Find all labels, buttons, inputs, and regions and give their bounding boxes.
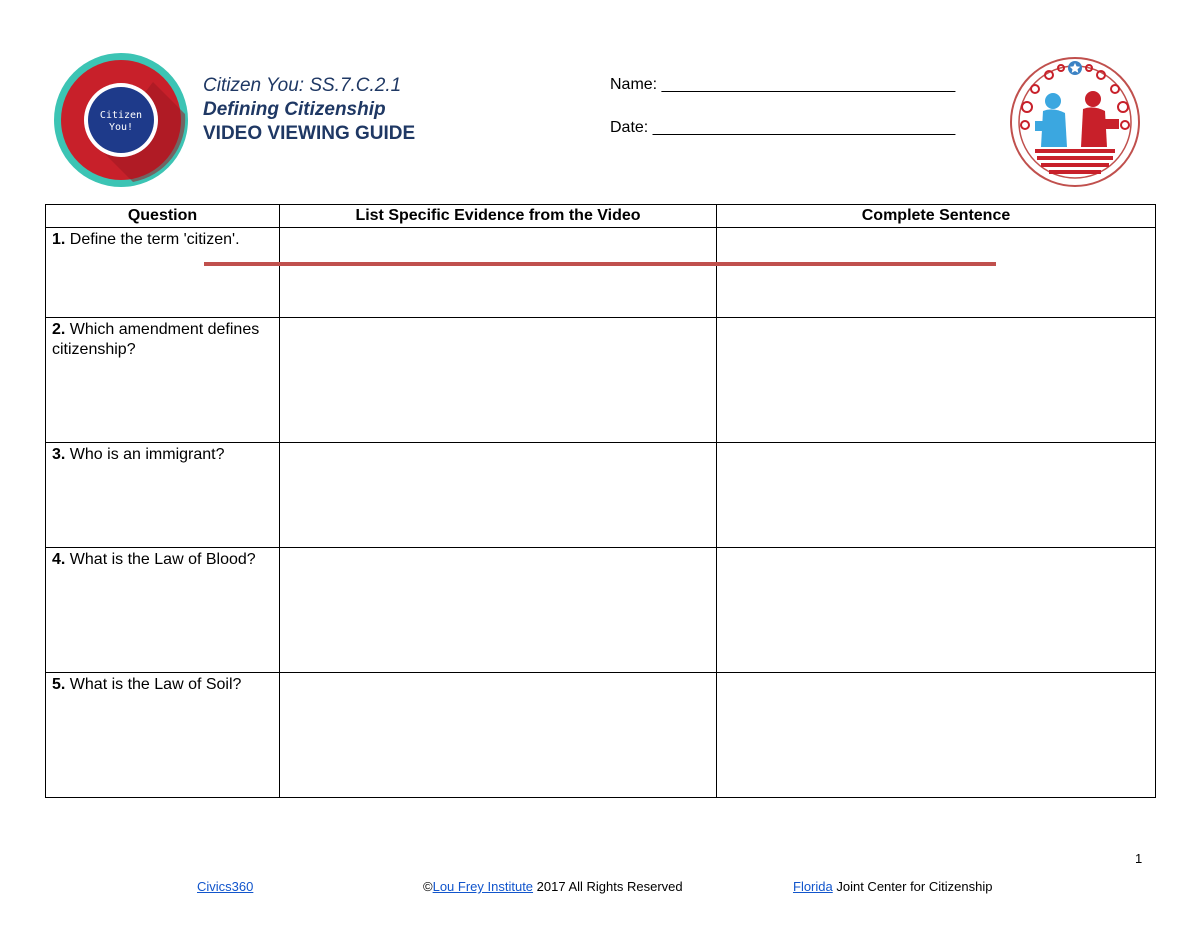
florida-link[interactable]: Florida	[793, 879, 833, 894]
question-number: 5.	[52, 676, 66, 693]
table-row	[46, 443, 1156, 548]
question-text: Which amendment defines citizenship?	[52, 321, 260, 358]
sentence-cell[interactable]	[717, 548, 1156, 673]
evidence-cell[interactable]	[280, 318, 717, 443]
center-text: Joint Center for Citizenship	[832, 879, 993, 894]
evidence-cell[interactable]	[280, 673, 717, 798]
sentence-cell[interactable]	[717, 318, 1156, 443]
date-field[interactable]: Date: __________________________________	[610, 119, 956, 136]
civics360-link[interactable]: Civics360	[197, 879, 254, 894]
header-sentence: Complete Sentence	[717, 205, 1156, 228]
header-evidence: List Specific Evidence from the Video	[280, 205, 717, 228]
title-standard: Citizen You: SS.7.C.2.1	[203, 75, 402, 96]
title-topic: Defining Citizenship	[203, 99, 386, 120]
copyright-symbol: ©	[423, 879, 433, 894]
sentence-cell[interactable]	[717, 228, 1156, 318]
question-text: What is the Law of Blood?	[65, 551, 256, 568]
header-question: Question	[46, 205, 280, 228]
evidence-cell[interactable]	[280, 548, 717, 673]
citizen-you-logo	[53, 52, 189, 188]
evidence-cell[interactable]	[280, 228, 717, 318]
question-text: What is the Law of Soil?	[65, 676, 242, 693]
page-number: 1	[1135, 851, 1143, 866]
viewing-guide-table	[45, 204, 1156, 798]
table-row	[46, 548, 1156, 673]
question-number: 3.	[52, 446, 66, 463]
question-cell	[46, 443, 280, 548]
logo-text-line2: You!	[108, 122, 134, 133]
title-block	[203, 74, 415, 146]
footer-civics360	[197, 879, 253, 894]
question-number: 4.	[52, 551, 66, 568]
footer-center	[793, 879, 992, 894]
table-row	[46, 318, 1156, 443]
question-number: 1.	[52, 231, 66, 248]
question-cell	[46, 228, 280, 318]
civics360-seal-icon	[1005, 55, 1145, 190]
question-cell	[46, 673, 280, 798]
name-field[interactable]: Name: _________________________________	[610, 76, 956, 93]
table-row	[46, 228, 1156, 318]
question-cell	[46, 318, 280, 443]
copyright-text: 2017 All Rights Reserved	[533, 879, 683, 894]
red-divider-line	[204, 262, 996, 266]
question-text: Who is an immigrant?	[65, 446, 225, 463]
lou-frey-link[interactable]: Lou Frey Institute	[432, 879, 534, 894]
question-text: Define the term 'citizen'.	[65, 231, 240, 248]
sentence-cell[interactable]	[717, 443, 1156, 548]
title-guide: VIDEO VIEWING GUIDE	[203, 123, 416, 144]
evidence-cell[interactable]	[280, 443, 717, 548]
question-cell	[46, 548, 280, 673]
footer-copyright	[423, 879, 683, 894]
question-number: 2.	[52, 321, 66, 338]
logo-text-line1: Citizen	[99, 110, 143, 121]
sentence-cell[interactable]	[717, 673, 1156, 798]
table-row	[46, 673, 1156, 798]
table-header-row	[46, 205, 1156, 228]
